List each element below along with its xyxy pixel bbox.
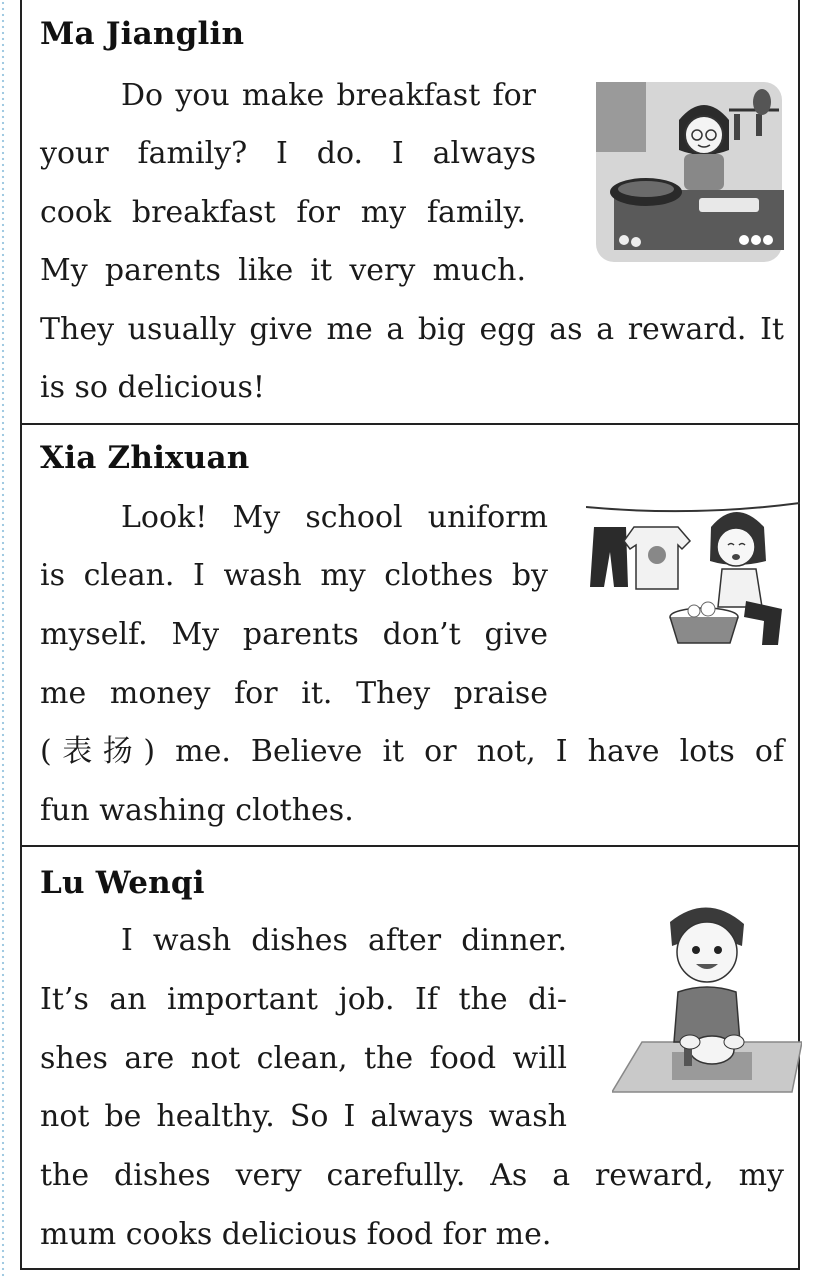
text-line: Look! My school uniform [121, 500, 548, 535]
text-line: myself. My parents don’t give [40, 617, 548, 652]
margin-dots [0, 0, 6, 1279]
text-line: me money for it. They praise [40, 676, 548, 711]
text-line: My parents like it very much. [40, 253, 526, 288]
entry-xia-zhixuan [22, 425, 798, 845]
entry-ma-jianglin [22, 0, 798, 423]
text-line: It’s an important job. If the di- [40, 982, 567, 1017]
text-line: cook breakfast for my family. [40, 195, 526, 230]
text-line: the dishes very carefully. As a reward, my [40, 1158, 784, 1193]
text-line: shes are not clean, the food will [40, 1041, 567, 1076]
entry-lu-wenqi [22, 847, 798, 1268]
text-line: not be healthy. So I always wash [40, 1099, 567, 1134]
boy-washing-dishes-icon [612, 902, 802, 1102]
text-line: (表扬) me. Believe it or not, I have lots of [40, 734, 784, 769]
text-line: is so delicious! [40, 370, 265, 405]
girl-cooking-breakfast-icon [594, 80, 786, 266]
reading-frame [20, 0, 800, 1270]
text-line: fun washing clothes. [40, 793, 354, 828]
entry-name: Ma Jianglin [40, 16, 245, 52]
text-line: your family? I do. I always [40, 136, 536, 171]
entry-name: Xia Zhixuan [40, 440, 250, 476]
text-line: They usually give me a big egg as a reward. It [40, 312, 784, 347]
text-line: Do you make breakfast for [121, 78, 536, 113]
entry-name: Lu Wenqi [40, 865, 205, 901]
girl-washing-clothes-icon [586, 497, 800, 657]
text-line: I wash dishes after dinner. [121, 923, 567, 958]
text-line: mum cooks delicious food for me. [40, 1217, 552, 1252]
text-line: is clean. I wash my clothes by [40, 558, 548, 593]
